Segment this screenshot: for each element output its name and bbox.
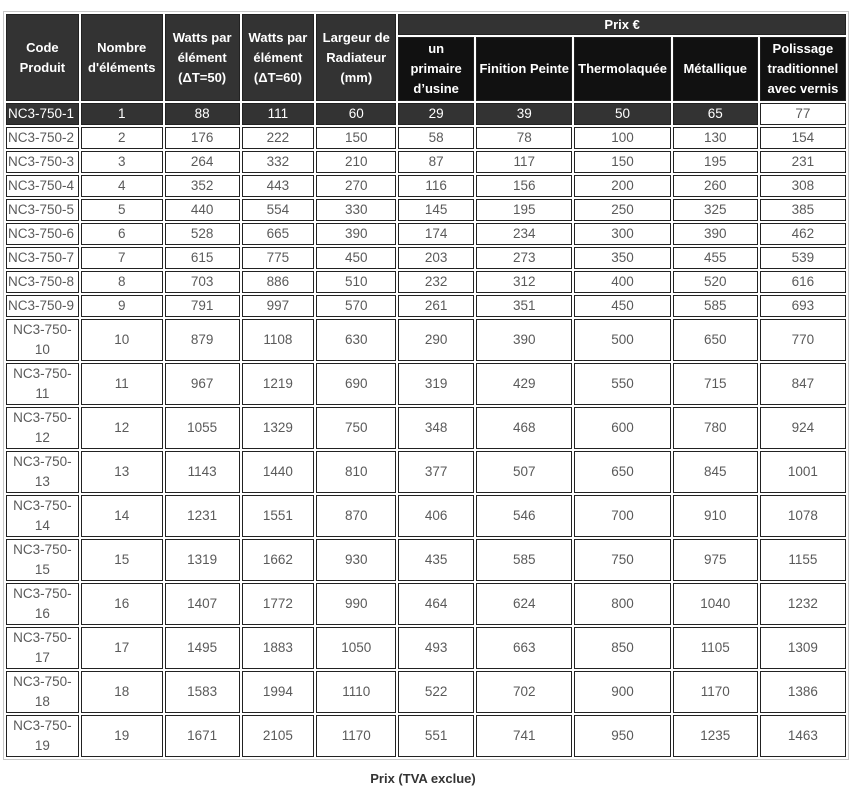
header-width: Largeur de Radiateur (mm) — [316, 14, 396, 101]
cell-price-thermolacquered: 500 — [574, 319, 670, 361]
cell-price-metallic: 65 — [673, 103, 758, 125]
cell-price-metallic: 585 — [673, 295, 758, 317]
cell-price-polished: 770 — [760, 319, 846, 361]
cell-price-metallic: 130 — [673, 127, 758, 149]
cell-elements: 5 — [81, 199, 163, 221]
cell-price-metallic: 715 — [673, 363, 758, 405]
table-header — [6, 14, 846, 101]
cell-price-primer: 464 — [398, 583, 474, 625]
cell-watts-50: 352 — [165, 175, 240, 197]
cell-price-polished: 847 — [760, 363, 846, 405]
cell-width: 270 — [316, 175, 396, 197]
cell-price-painted: 702 — [476, 671, 572, 713]
table-row — [6, 363, 846, 405]
cell-watts-50: 440 — [165, 199, 240, 221]
cell-width: 810 — [316, 451, 396, 493]
cell-price-primer: 203 — [398, 247, 474, 269]
cell-watts-50: 264 — [165, 151, 240, 173]
cell-code: NC3-750-5 — [6, 199, 79, 221]
table-row — [6, 271, 846, 293]
cell-code: NC3-750-10 — [6, 319, 79, 361]
cell-width: 210 — [316, 151, 396, 173]
cell-watts-60: 1329 — [242, 407, 315, 449]
cell-price-polished: 1001 — [760, 451, 846, 493]
cell-price-primer: 58 — [398, 127, 474, 149]
cell-elements: 6 — [81, 223, 163, 245]
cell-price-painted: 429 — [476, 363, 572, 405]
cell-elements: 19 — [81, 715, 163, 757]
cell-watts-50: 176 — [165, 127, 240, 149]
cell-price-thermolacquered: 650 — [574, 451, 670, 493]
table-row — [6, 127, 846, 149]
cell-width: 330 — [316, 199, 396, 221]
cell-price-thermolacquered: 100 — [574, 127, 670, 149]
cell-elements: 17 — [81, 627, 163, 669]
cell-price-polished: 77 — [760, 103, 846, 125]
cell-watts-60: 222 — [242, 127, 315, 149]
header-price-group: Prix € — [398, 14, 846, 35]
cell-watts-60: 2105 — [242, 715, 315, 757]
cell-watts-50: 879 — [165, 319, 240, 361]
cell-code: NC3-750-17 — [6, 627, 79, 669]
cell-price-painted: 468 — [476, 407, 572, 449]
cell-watts-60: 1440 — [242, 451, 315, 493]
cell-elements: 9 — [81, 295, 163, 317]
cell-code: NC3-750-8 — [6, 271, 79, 293]
cell-price-metallic: 260 — [673, 175, 758, 197]
cell-price-metallic: 455 — [673, 247, 758, 269]
cell-price-polished: 539 — [760, 247, 846, 269]
cell-price-primer: 145 — [398, 199, 474, 221]
cell-watts-50: 703 — [165, 271, 240, 293]
header-code: Code Produit — [6, 14, 79, 101]
cell-price-polished: 231 — [760, 151, 846, 173]
cell-price-metallic: 1040 — [673, 583, 758, 625]
table-row — [6, 319, 846, 361]
cell-price-painted: 234 — [476, 223, 572, 245]
table-caption: Prix (TVA exclue) — [370, 771, 476, 786]
cell-price-painted: 585 — [476, 539, 572, 581]
cell-price-painted: 663 — [476, 627, 572, 669]
header-price-polished: Polissage traditionnel avec vernis — [760, 37, 846, 101]
cell-watts-60: 775 — [242, 247, 315, 269]
cell-price-thermolacquered: 950 — [574, 715, 670, 757]
cell-price-polished: 462 — [760, 223, 846, 245]
cell-elements: 4 — [81, 175, 163, 197]
cell-elements: 10 — [81, 319, 163, 361]
cell-price-painted: 117 — [476, 151, 572, 173]
cell-watts-50: 1055 — [165, 407, 240, 449]
cell-price-primer: 377 — [398, 451, 474, 493]
cell-price-thermolacquered: 600 — [574, 407, 670, 449]
cell-price-thermolacquered: 800 — [574, 583, 670, 625]
cell-price-metallic: 650 — [673, 319, 758, 361]
cell-elements: 2 — [81, 127, 163, 149]
cell-watts-50: 967 — [165, 363, 240, 405]
header-elements: Nombre d'éléments — [81, 14, 163, 101]
cell-price-thermolacquered: 850 — [574, 627, 670, 669]
cell-code: NC3-750-7 — [6, 247, 79, 269]
cell-price-thermolacquered: 150 — [574, 151, 670, 173]
cell-price-primer: 319 — [398, 363, 474, 405]
cell-price-thermolacquered: 400 — [574, 271, 670, 293]
cell-elements: 13 — [81, 451, 163, 493]
cell-watts-50: 88 — [165, 103, 240, 125]
cell-width: 1050 — [316, 627, 396, 669]
cell-watts-60: 443 — [242, 175, 315, 197]
cell-price-metallic: 845 — [673, 451, 758, 493]
cell-code: NC3-750-12 — [6, 407, 79, 449]
table-row — [6, 407, 846, 449]
cell-price-metallic: 780 — [673, 407, 758, 449]
cell-price-primer: 174 — [398, 223, 474, 245]
cell-price-painted: 507 — [476, 451, 572, 493]
cell-price-polished: 1155 — [760, 539, 846, 581]
cell-price-metallic: 1105 — [673, 627, 758, 669]
cell-price-painted: 351 — [476, 295, 572, 317]
cell-watts-60: 554 — [242, 199, 315, 221]
cell-price-polished: 308 — [760, 175, 846, 197]
cell-watts-50: 1407 — [165, 583, 240, 625]
cell-elements: 12 — [81, 407, 163, 449]
cell-width: 930 — [316, 539, 396, 581]
cell-price-painted: 78 — [476, 127, 572, 149]
cell-price-thermolacquered: 250 — [574, 199, 670, 221]
cell-watts-50: 1671 — [165, 715, 240, 757]
cell-watts-60: 1883 — [242, 627, 315, 669]
cell-width: 1110 — [316, 671, 396, 713]
cell-watts-50: 1583 — [165, 671, 240, 713]
cell-price-primer: 522 — [398, 671, 474, 713]
cell-price-thermolacquered: 550 — [574, 363, 670, 405]
table-row — [6, 295, 846, 317]
cell-width: 390 — [316, 223, 396, 245]
cell-watts-60: 1662 — [242, 539, 315, 581]
cell-price-primer: 551 — [398, 715, 474, 757]
cell-elements: 14 — [81, 495, 163, 537]
cell-watts-50: 1495 — [165, 627, 240, 669]
cell-watts-60: 665 — [242, 223, 315, 245]
table-row — [6, 151, 846, 173]
cell-price-thermolacquered: 350 — [574, 247, 670, 269]
cell-price-painted: 312 — [476, 271, 572, 293]
cell-price-polished: 154 — [760, 127, 846, 149]
cell-price-primer: 493 — [398, 627, 474, 669]
cell-price-polished: 616 — [760, 271, 846, 293]
cell-watts-60: 997 — [242, 295, 315, 317]
table-row — [6, 495, 846, 537]
cell-width: 150 — [316, 127, 396, 149]
cell-price-polished: 1309 — [760, 627, 846, 669]
table-row — [6, 583, 846, 625]
cell-price-primer: 435 — [398, 539, 474, 581]
cell-code: NC3-750-14 — [6, 495, 79, 537]
cell-code: NC3-750-18 — [6, 671, 79, 713]
cell-width: 60 — [316, 103, 396, 125]
cell-price-polished: 385 — [760, 199, 846, 221]
cell-elements: 3 — [81, 151, 163, 173]
cell-elements: 18 — [81, 671, 163, 713]
cell-price-polished: 1078 — [760, 495, 846, 537]
cell-price-primer: 116 — [398, 175, 474, 197]
cell-elements: 7 — [81, 247, 163, 269]
table-row — [6, 103, 846, 125]
cell-width: 450 — [316, 247, 396, 269]
cell-price-painted: 624 — [476, 583, 572, 625]
cell-width: 870 — [316, 495, 396, 537]
cell-elements: 11 — [81, 363, 163, 405]
table-row — [6, 539, 846, 581]
price-table — [3, 11, 849, 760]
cell-price-polished: 1232 — [760, 583, 846, 625]
cell-code: NC3-750-2 — [6, 127, 79, 149]
table-row — [6, 671, 846, 713]
cell-price-metallic: 325 — [673, 199, 758, 221]
cell-watts-60: 1994 — [242, 671, 315, 713]
cell-watts-60: 111 — [242, 103, 315, 125]
header-price-primer: un primaire d’usine — [398, 37, 474, 101]
table-row — [6, 627, 846, 669]
cell-price-painted: 741 — [476, 715, 572, 757]
cell-price-polished: 693 — [760, 295, 846, 317]
cell-elements: 16 — [81, 583, 163, 625]
cell-width: 990 — [316, 583, 396, 625]
cell-code: NC3-750-4 — [6, 175, 79, 197]
cell-price-metallic: 390 — [673, 223, 758, 245]
cell-code: NC3-750-15 — [6, 539, 79, 581]
cell-watts-60: 1108 — [242, 319, 315, 361]
cell-price-primer: 87 — [398, 151, 474, 173]
cell-price-painted: 156 — [476, 175, 572, 197]
cell-watts-50: 791 — [165, 295, 240, 317]
cell-price-metallic: 520 — [673, 271, 758, 293]
cell-price-painted: 390 — [476, 319, 572, 361]
cell-price-primer: 232 — [398, 271, 474, 293]
table-body — [6, 103, 846, 757]
cell-code: NC3-750-19 — [6, 715, 79, 757]
cell-watts-50: 615 — [165, 247, 240, 269]
cell-watts-50: 528 — [165, 223, 240, 245]
table-row — [6, 223, 846, 245]
cell-price-thermolacquered: 750 — [574, 539, 670, 581]
table-row — [6, 175, 846, 197]
cell-watts-50: 1143 — [165, 451, 240, 493]
cell-price-primer: 290 — [398, 319, 474, 361]
cell-watts-50: 1231 — [165, 495, 240, 537]
price-table-container — [3, 11, 849, 760]
table-row — [6, 247, 846, 269]
cell-price-primer: 29 — [398, 103, 474, 125]
cell-width: 1170 — [316, 715, 396, 757]
table-row — [6, 715, 846, 757]
cell-watts-60: 332 — [242, 151, 315, 173]
cell-price-metallic: 1170 — [673, 671, 758, 713]
cell-elements: 1 — [81, 103, 163, 125]
header-row-group — [6, 14, 846, 35]
cell-watts-60: 1772 — [242, 583, 315, 625]
cell-price-thermolacquered: 300 — [574, 223, 670, 245]
cell-code: NC3-750-11 — [6, 363, 79, 405]
cell-price-polished: 1386 — [760, 671, 846, 713]
cell-price-painted: 39 — [476, 103, 572, 125]
header-watts-60: Watts par élément (ΔT=60) — [242, 14, 315, 101]
cell-width: 570 — [316, 295, 396, 317]
cell-price-metallic: 975 — [673, 539, 758, 581]
cell-code: NC3-750-16 — [6, 583, 79, 625]
cell-watts-60: 1551 — [242, 495, 315, 537]
header-watts-50: Watts par élément (ΔT=50) — [165, 14, 240, 101]
cell-price-metallic: 1235 — [673, 715, 758, 757]
cell-price-thermolacquered: 50 — [574, 103, 670, 125]
cell-price-thermolacquered: 700 — [574, 495, 670, 537]
table-row — [6, 451, 846, 493]
cell-watts-60: 1219 — [242, 363, 315, 405]
cell-price-primer: 261 — [398, 295, 474, 317]
cell-width: 750 — [316, 407, 396, 449]
cell-watts-50: 1319 — [165, 539, 240, 581]
cell-watts-60: 886 — [242, 271, 315, 293]
cell-price-painted: 273 — [476, 247, 572, 269]
cell-elements: 8 — [81, 271, 163, 293]
table-row — [6, 199, 846, 221]
cell-width: 690 — [316, 363, 396, 405]
cell-code: NC3-750-13 — [6, 451, 79, 493]
header-price-thermolacquered: Thermolaquée — [574, 37, 670, 101]
cell-price-thermolacquered: 450 — [574, 295, 670, 317]
cell-price-thermolacquered: 200 — [574, 175, 670, 197]
header-price-metallic: Métallique — [673, 37, 758, 101]
cell-price-primer: 348 — [398, 407, 474, 449]
cell-price-painted: 195 — [476, 199, 572, 221]
cell-code: NC3-750-9 — [6, 295, 79, 317]
cell-code: NC3-750-6 — [6, 223, 79, 245]
cell-price-metallic: 910 — [673, 495, 758, 537]
cell-code: NC3-750-3 — [6, 151, 79, 173]
header-price-painted: Finition Peinte — [476, 37, 572, 101]
cell-elements: 15 — [81, 539, 163, 581]
cell-code: NC3-750-1 — [6, 103, 79, 125]
cell-width: 630 — [316, 319, 396, 361]
cell-price-thermolacquered: 900 — [574, 671, 670, 713]
cell-price-metallic: 195 — [673, 151, 758, 173]
cell-price-polished: 924 — [760, 407, 846, 449]
cell-price-painted: 546 — [476, 495, 572, 537]
cell-price-primer: 406 — [398, 495, 474, 537]
cell-price-polished: 1463 — [760, 715, 846, 757]
cell-width: 510 — [316, 271, 396, 293]
